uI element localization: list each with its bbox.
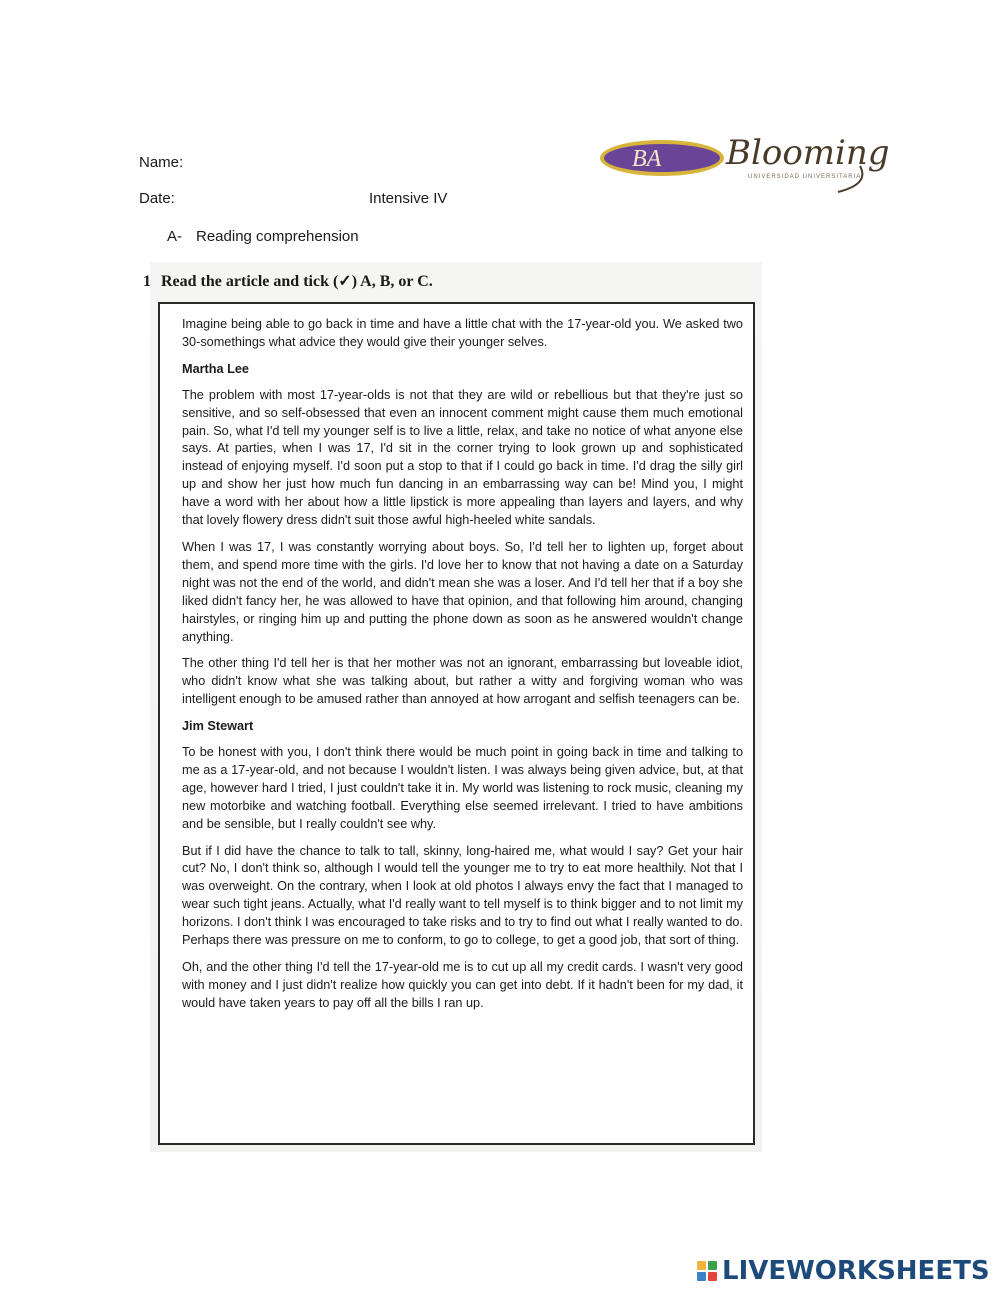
logo-script-text: Blooming — [726, 133, 890, 173]
jim-paragraph-3: Oh, and the other thing I'd tell the 17-year-old me is to cut up all my credit cards. I wasn't very good with money and I just didn't realize how quickly you can get into debt. If it hadn't been for my dad, it would have taken years to pay off all the bills I ran up. — [182, 960, 743, 1010]
task-heading — [143, 271, 433, 291]
jim-paragraph-1: To be honest with you, I don't think there would be much point in going back in time and talking to me as a 17-year-old, and not because I wouldn't listen. I was always being given advice, but, at that age, however hard I tried, I just couldn't take it in. My world was listening to rock music, cleaning my new motorbike and watching football. Everything else seemed irrelevant. I tried to have ambitions and be sensible, but I really couldn't see why. — [182, 745, 743, 831]
course-label: Intensive IV — [369, 190, 448, 207]
task-instruction: Read the article and tick (✓) A, B, or C. — [161, 273, 433, 290]
name-label: Name: — [139, 154, 184, 171]
section-letter: A- — [167, 228, 182, 245]
section-heading — [167, 228, 359, 245]
logo-initials: BA — [632, 146, 662, 172]
article-box — [158, 302, 755, 1145]
martha-paragraph-3: The other thing I'd tell her is that her mother was not an ignorant, embarrassing but loveable idiot, who didn't know what she was talking about, but rather a witty and forgiving woman who was intelligent enough to be amused rather than annoyed at how arrogant and selfish teenagers can be. — [182, 656, 743, 707]
section-title: Reading comprehension — [196, 228, 359, 245]
liveworksheets-brand — [697, 1257, 990, 1285]
date-label: Date: — [139, 190, 175, 207]
martha-paragraph-1: The problem with most 17-year-olds is not that they are wild or rebellious but that they're just so sensitive, and so self-obsessed that even an innocent comment might cause them much emotional pain. So, what I'd tell my younger self is to live a little, relax, and take no notice of what anyone else says. At parties, when I was 17, I'd sit in the corner trying to look grown up and sophisticated instead of enjoying myself. I'd soon put a stop to that if I could go back in time. I'd drag the silly girl up and show her just how much fun dancing in an embarrassing way can be! Mind you, I might have a word with her about how a little lipstick is more appealing than layers and layers, and why that lovely flowery dress didn't suit those awful high-heeled white sandals. — [182, 387, 743, 528]
jim-paragraph-2: But if I did have the chance to talk to tall, skinny, long-haired me, what would I say? Get your hair cut? No, I don't think so, although I would tell the younger me to try to eat more healthily. Not that I was overweight. On the contrary, when I look at old photos I always envy the fact that I managed to wear such tight jeans. Actually, what I'd really want to tell myself is to think bigger and to not limit my horizons. I don't think I was encouraged to take risks and to try to find out what I really wanted to do. Perhaps there was pressure on me to conform, to go to college, to get a good job, that sort of thing. — [182, 843, 743, 948]
martha-paragraph-2: When I was 17, I was constantly worrying about boys. So, I'd tell her to lighten up, forget about them, and spend more time with the girls. I'd love her to know that not having a date on a Saturday night was not the end of the world, and didn't mean she was a loser. And I'd tell her that if a boy she liked didn't fancy her, he was allowed to have that opinion, and that following him around, changing hairstyles, or ringing him up and putting the phone down as soon as he answered wouldn't change anything. — [182, 539, 743, 644]
logo-tagline: UNIVERSIDAD UNIVERSITARIA — [748, 174, 862, 180]
university-logo — [598, 128, 928, 196]
person-name-martha: Martha Lee — [182, 361, 249, 376]
logo-ellipse-purple — [604, 144, 720, 172]
person-name-jim: Jim Stewart — [182, 719, 254, 734]
task-number: 1 — [143, 273, 151, 290]
brand-text: LIVEWORKSHEETS — [722, 1256, 990, 1286]
liveworksheets-icon — [697, 1261, 717, 1281]
article-intro: Imagine being able to go back in time and have a little chat with the 17-year-old you. We asked two 30-somethings what advice they would give their younger selves. — [182, 317, 743, 349]
